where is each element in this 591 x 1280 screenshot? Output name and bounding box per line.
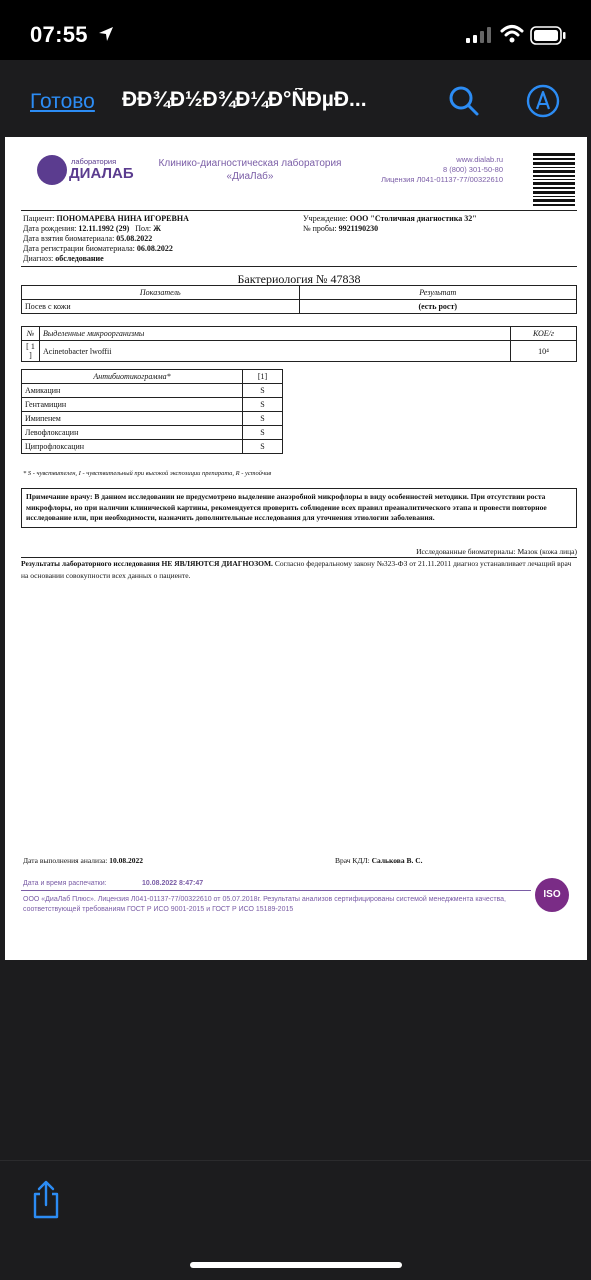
markup-pen-icon[interactable] (526, 84, 560, 118)
disclaimer: Результаты лабораторного исследования НЕ ЯВЛЯЮТСЯ ДИАГНОЗОМ. Согласно федеральному закону №323-ФЗ от 21.11.2011 диагноз устанавливает лечащий врач на основании совокупности всех данных о пациенте. (21, 559, 572, 580)
battery-icon (530, 26, 566, 45)
table-row: Левофлоксацин S (22, 426, 283, 440)
print-date-value: 10.08.2022 8:47:47 (142, 880, 204, 887)
table-header: Выделенные микроорганизмы (40, 327, 511, 341)
institution-info: Учреждение: ООО "Столичная диагностика 32" № пробы: 9921190230 (303, 214, 477, 233)
done-button[interactable]: Готово (30, 90, 95, 113)
table-header: Антибиотикограмма* (22, 370, 243, 384)
table-cell: [ 1 ] (22, 341, 40, 362)
table-row: Ципрофлоксацин S (22, 440, 283, 454)
table-row: Имипенем S (22, 412, 283, 426)
share-icon[interactable] (30, 1180, 62, 1220)
status-time: 07:55 (30, 22, 88, 47)
search-icon[interactable] (448, 85, 480, 117)
status-bar (0, 0, 591, 60)
table-header: Показатель (22, 286, 300, 300)
logo-title: ДИАЛАБ (69, 165, 134, 182)
results-table (21, 285, 577, 314)
lab-name: Клинико-диагностическая лаборатория «ДиаЛаб» (158, 158, 342, 182)
table-row: Амикацин S (22, 384, 283, 398)
antibiogram-table (21, 369, 283, 454)
table-row: Гентамицин S (22, 398, 283, 412)
print-date-label: Дата и время распечатки: (23, 880, 107, 887)
doctor-signature: Врач КДЛ: Салькова В. С. (335, 856, 423, 865)
divider (21, 210, 577, 211)
table-cell: Acinetobacter lwoffii (40, 341, 511, 362)
lab-logo-icon (37, 155, 67, 185)
cellular-signal-icon (466, 27, 492, 43)
barcode-icon (533, 153, 575, 207)
document-page (5, 137, 587, 960)
lab-contacts: www.dialab.ru 8 (800) 301-50-80 Лицензия Л041-01137-77/00322610 (381, 155, 503, 184)
report-title: Бактериология № 47838 (237, 272, 361, 286)
location-arrow-icon (97, 25, 115, 43)
table-cell: 10⁴ (511, 341, 577, 362)
table-cell: Посев с кожи (22, 300, 300, 314)
table-header: КОЕ/г (511, 327, 577, 341)
wifi-icon (500, 24, 524, 44)
biomaterial-info: Исследованные биоматериалы: Мазок (кожа лица) (416, 547, 577, 556)
table-header: [1] (243, 370, 283, 384)
footer-text: ООО «ДиаЛаб Плюс». Лицензия Л041-01137-77/00322610 от 05.07.2018г. Результаты анализов сертифицированы системой менеджмента качества, соответствующей требованиям ГОСТ Р ИСО 9001-2015 и ГОСТ Р ИСО 15189-2015 (23, 896, 506, 913)
logo-subtitle: лаборатория (71, 157, 117, 166)
divider (21, 266, 577, 267)
table-header: № (22, 327, 40, 341)
execution-date: Дата выполнения анализа: 10.08.2022 (23, 856, 143, 865)
table-cell: (есть рост) (299, 300, 577, 314)
home-indicator[interactable] (190, 1262, 402, 1268)
document-title: ÐÐ¾Ð½Ð¾Ð¼Ð°ÑÐµÐ... (122, 88, 367, 111)
table-header: Результат (299, 286, 577, 300)
microorganisms-table (21, 326, 577, 362)
divider (21, 890, 531, 891)
antibiogram-legend: * S - чувствителен, I - чувствительный при высокой экспозиции препарата, R - устойчив (23, 470, 272, 477)
iso-badge-icon: ISO (535, 878, 569, 912)
doctor-note: Примечание врачу: В данном исследовании не предусмотрено выделение анаэробной микрофлоры в виду особенностей методики. При отсутствии роста микрофлоры, но при наличии клинической картины, рекомендуется проверить соблюдение всех правил преаналитического этапа и провести повторное исследование или, при необходимости, назначить дополнительные исследования для уточнения этиологии заболевания. (21, 488, 577, 528)
patient-info: Пациент: ПОНОМАРЕВА НИНА ИГОРЕВНА Дата рождения: 12.11.1992 (29) Пол: Ж Дата взятия биоматериала: 05.08.2022 Дата регистрации биоматериала: 06.08.2022 Диагноз: обследование (23, 214, 189, 263)
